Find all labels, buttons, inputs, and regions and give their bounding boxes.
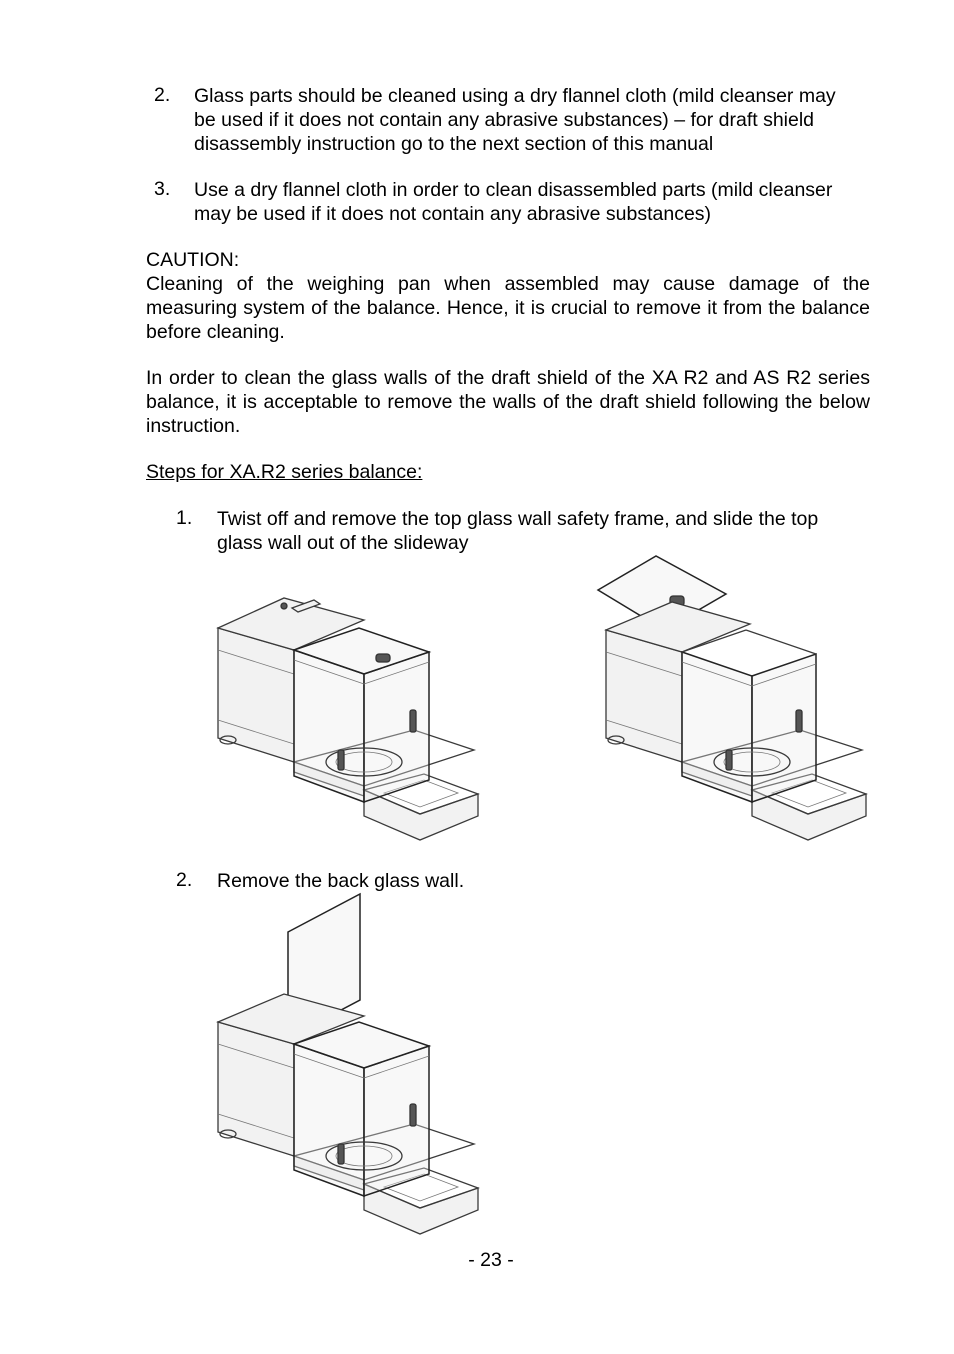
step-number-1: 1. bbox=[176, 507, 193, 529]
list-item-3 bbox=[194, 178, 894, 226]
step-1 bbox=[217, 507, 877, 555]
list-number-3: 3. bbox=[154, 178, 171, 200]
list-item-line: Use a dry flannel cloth in order to clean disassembled parts (mild cleanser bbox=[194, 179, 833, 201]
step-line: glass wall out of the slideway bbox=[217, 532, 469, 554]
list-item-2 bbox=[194, 84, 894, 156]
intro-paragraph: In order to clean the glass walls of the draft shield of the XA R2 and AS R2 series balance, it is acceptable to remove the walls of the draft shield following the below instruction. bbox=[146, 367, 870, 437]
balance-top-glass-removed-illustration bbox=[594, 552, 870, 848]
balance-back-glass-removed-illustration bbox=[214, 892, 480, 1242]
list-item-line: disassembly instruction go to the next section of this manual bbox=[194, 133, 714, 155]
caution-heading: CAUTION: bbox=[146, 249, 240, 271]
list-item-line: may be used if it does not contain any abrasive substances) bbox=[194, 203, 712, 225]
balance-assembled-illustration bbox=[214, 590, 480, 846]
list-item-line: Glass parts should be cleaned using a dry flannel cloth (mild cleanser may bbox=[194, 85, 836, 107]
list-number-2: 2. bbox=[154, 84, 171, 106]
steps-heading: Steps for XA.R2 series balance: bbox=[146, 461, 423, 483]
step-line: Twist off and remove the top glass wall safety frame, and slide the top bbox=[217, 508, 819, 530]
step-number-2: 2. bbox=[176, 869, 193, 891]
caution-body: Cleaning of the weighing pan when assembled may cause damage of the measuring system of the balance. Hence, it is crucial to remove it from the balance before cleaning. bbox=[146, 273, 870, 343]
list-item-line: be used if it does not contain any abrasive substances) – for draft shield bbox=[194, 109, 815, 131]
step-2 bbox=[217, 869, 877, 893]
step-line: Remove the back glass wall. bbox=[217, 870, 465, 892]
page-number: - 23 - bbox=[468, 1249, 514, 1271]
